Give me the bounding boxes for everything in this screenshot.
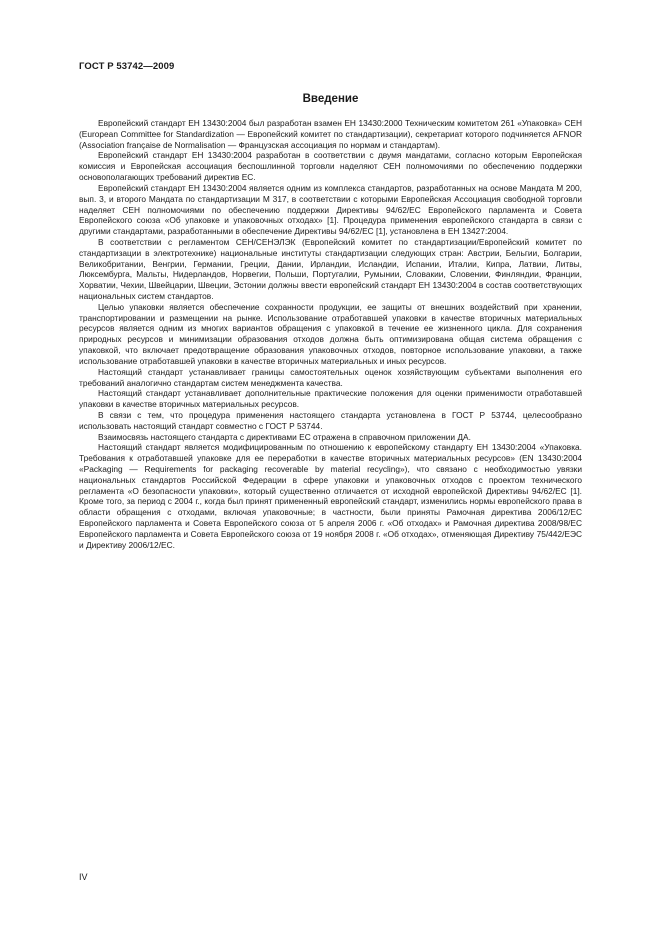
section-title: Введение xyxy=(302,93,359,105)
paragraph: В связи с тем, что процедура применения настоящего стандарта установлена в ГОСТ Р 53744, целесообразно использовать настоящий стандарт совместно с ГОСТ Р 53744. xyxy=(79,409,582,431)
page-number: IV xyxy=(79,872,88,882)
paragraph: Европейский стандарт ЕН 13430:2004 был разработан взамен ЕН 13430:2000 Техническим комитетом 261 «Упаковка» СЕН (European Committee for Standardization — Европейский комитет по стандартизации), секретариат которого подчиняется AFNOR (Association française de Normalisation — Французская ассоциация по нормам и стандартам). xyxy=(79,118,582,150)
paragraph: Целью упаковки является обеспечение сохранности продукции, ее защиты от внешних воздействий при хранении, транспортировании и размещении на рынке. Использование отработавшей упаковки в качестве вторичных материальных ресурсов является одним из многих вариантов обращения с упаковкой в течение ее жизненного цикла. Для сохранения природных ресурсов и минимизации образования отходов должна быть оптимизирована общая система обращения с упаковкой, что включает предотвращение образования упаковочных отходов, повторное использование упаковки, а также использование отработавшей упаковки в качестве вторичных материальных и иных ресурсов. xyxy=(79,301,582,366)
paragraph: Настоящий стандарт является модифицированным по отношению к европейскому стандарту ЕН 13430:2004 «Упаковка. Требования к отработавшей упаковке для ее переработки в качестве вторичных материальных ресурсов» (EN 13430:2004 «Packaging — Requirements for packaging recoverable by material recycling»), что связано с необходимостью увязки национальных стандартов Российской Федерации в сфере упаковки и упаковочных отходов с проектом технического регламента «О безопасности упаковки», который существенно отличается от исходной европейской Директивы 94/62/ЕС [1]. Кроме того, за период с 2004 г., когда был принят примененный европейский стандарт, изменились нормы европейского права в области обращения с отходами, включая упаковочные; в частности, были приняты Рамочная директива 2006/12/ЕС Европейского парламента и Совета Европейского союза от 5 апреля 2006 г. «Об отходах» и Рамочная директива 2008/98/ЕС Европейского парламента и Совета Европейского союза от 19 ноября 2008 г. «Об отходах», отменяющая Директиву 75/442/ЕЭС и Директиву 2006/12/ЕС. xyxy=(79,442,582,550)
paragraph: Настоящий стандарт устанавливает дополнительные практические положения для оценки применимости отработавшей упаковки в качестве вторичных материальных ресурсов. xyxy=(79,388,582,410)
section-body xyxy=(79,118,582,551)
paragraph: В соответствии с регламентом СЕН/СЕНЭЛЭК (Европейский комитет по стандартизации/Европейский комитет по стандартизации в электротехнике) национальные институты стандартизации следующих стран: Австрии, Бельгии, Болгарии, Великобритании, Венгрии, Германии, Греции, Дании, Ирландии, Исландии, Испании, Италии, Кипра, Латвии, Литвы, Люксембурга, Мальты, Нидерландов, Норвегии, Польши, Португалии, Румынии, Словакии, Словении, Финляндии, Франции, Хорватии, Чехии, Швейцарии, Швеции, Эстонии должны ввести европейский стандарт ЕН 13430:2004 в состав соответствующих национальных систем стандартов. xyxy=(79,236,582,301)
paragraph: Европейский стандарт ЕН 13430:2004 разработан в соответствии с двумя мандатами, согласно которым Европейская комиссия и Европейская ассоциация беспошлинной торговли наделяют СЕН полномочиями по обеспечению поддержки основополагающих требований директив ЕС. xyxy=(79,150,582,183)
paragraph: Настоящий стандарт устанавливает границы самостоятельных оценок хозяйствующим субъектами выполнения его требований аналогично стандартам систем менеджмента качества. xyxy=(79,366,582,388)
paragraph: Европейский стандарт ЕН 13430:2004 является одним из комплекса стандартов, разработанных на основе Мандата М 200, вып. 3, и второго Мандата по стандартизации М 317, в соответствии с которыми Европейская Ассоциация свободной торговли наделяет СЕН полномочиями по обеспечению поддержки Директивы 94/62/ЕС Европейского парламента и Совета Европейского союза «Об упаковке и упаковочных отходах» [1]. Процедура применения европейского стандарта в связи с другими стандартами, разработанными в обеспечение Директивы 94/62/ЕС [1], установлена в ЕН 13427:2004. xyxy=(79,182,582,237)
document-code-header: ГОСТ Р 53742—2009 xyxy=(79,61,175,72)
paragraph: Взаимосвязь настоящего стандарта с директивами ЕС отражена в справочном приложении ДА. xyxy=(98,431,471,442)
